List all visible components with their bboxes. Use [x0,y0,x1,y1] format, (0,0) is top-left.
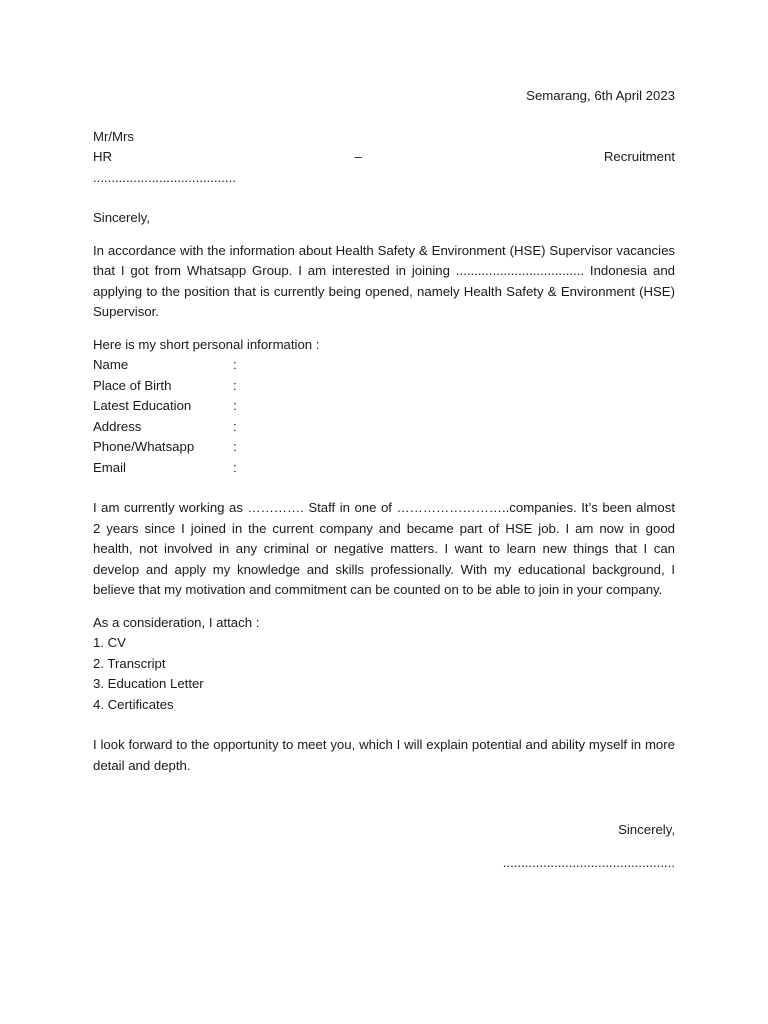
info-row-phone [93,437,675,458]
greeting: Sincerely, [93,210,150,225]
info-colon: : [233,439,237,454]
info-colon: : [233,398,237,413]
dept-left: HR [93,149,113,164]
attachments-list [93,633,675,715]
recipient-salutation: Mr/Mrs [93,128,135,144]
info-row-email [93,458,675,479]
attachment-item: 3. Education Letter [93,676,204,691]
body-paragraph: I am currently working as …………. Staff in one of ……………………..companies. It’s been almost 2 years since I joined in the current company and became part of HSE job. I am now in good health, not involved in any criminal or negative matters. I want to learn new things that I can develop and apply my knowledge and skills professionally. With my educational background, I believe that my motivation and commitment can be counted on to be able to join in your company. [93,500,675,597]
closing-paragraph: I look forward to the opportunity to meet you, which I will explain potential and ability myself in more detail and depth. [93,737,675,773]
info-label: Phone/Whatsapp [93,439,195,454]
info-colon: : [233,459,237,475]
recipient-dots: ....................................... [93,169,236,185]
attachments-heading: As a consideration, I attach : [93,614,260,630]
date-line: Semarang, 6th April 2023 [526,88,675,103]
info-row-education [93,396,675,417]
dept-dash: – [354,149,362,164]
info-label: Name [93,357,129,372]
info-label: Place of Birth [93,377,172,393]
info-row-address [93,417,675,438]
signoff: Sincerely, [618,822,675,837]
intro-paragraph: In accordance with the information about Health Safety & Environment (HSE) Supervisor vacancies that I got from Whatsapp Group. I am interested in joining ................................... Indonesia and applying to the position that is currently being opened, namely Health Safety & Environment (HSE) Supervisor. [93,242,675,319]
info-row-birthplace [93,376,675,397]
personal-info-list [93,355,675,478]
info-label: Email [93,459,126,475]
attachment-item: 1. CV [93,635,126,650]
info-colon: : [233,377,237,393]
recipient-department [93,147,675,168]
info-colon: : [233,357,237,372]
info-colon: : [233,418,237,434]
info-label: Latest Education [93,398,192,413]
attachment-item: 2. Transcript [93,655,166,671]
signature-dots: ............................................... [502,854,675,870]
personal-info-heading: Here is my short personal information : [93,336,320,352]
info-row-name [93,355,675,376]
info-label: Address [93,418,142,434]
dept-right: Recruitment [603,149,675,164]
letter-page [93,86,675,873]
attachment-item: 4. Certificates [93,696,174,712]
